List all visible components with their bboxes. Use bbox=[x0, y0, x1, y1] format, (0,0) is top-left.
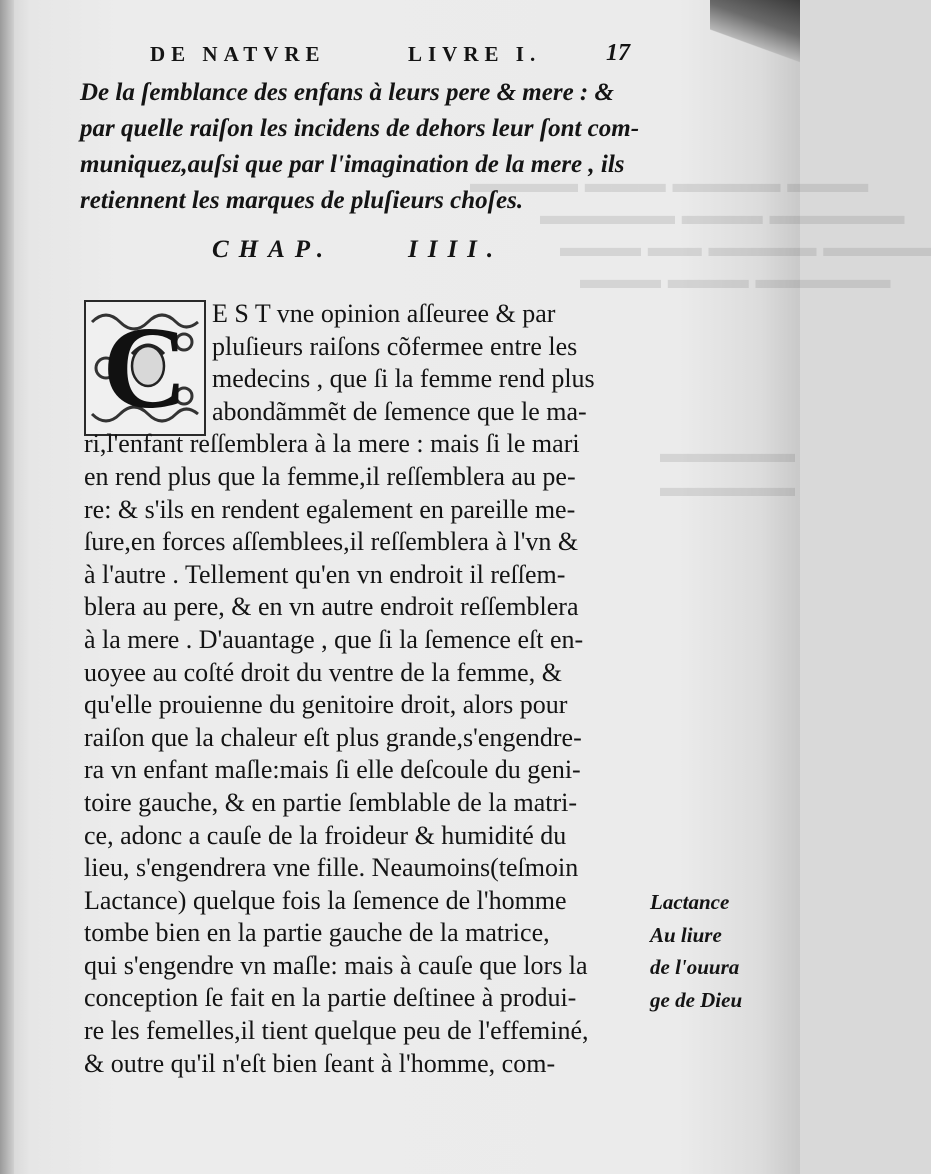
text-line: Lactance) quelque fois la ſemence de l'homme bbox=[84, 885, 567, 915]
summary-line: De la ſemblance des enfans à leurs pere & mere : & bbox=[80, 79, 614, 106]
torn-page-corner bbox=[710, 0, 800, 70]
text-line: E S T vne opinion aſſeuree & par bbox=[212, 299, 556, 328]
margin-note-line: Au liure bbox=[650, 922, 722, 947]
margin-note-line: Lactance bbox=[650, 890, 730, 914]
text-line: tombe bien en la partie gauche de la matrice, bbox=[84, 918, 550, 948]
chapter-number: IIII. bbox=[408, 236, 504, 263]
text-line: raiſon que la chaleur eſt plus grande,s'engendre- bbox=[84, 722, 582, 752]
summary-line: par quelle raiſon les incidens de dehors leur ſont com- bbox=[80, 115, 640, 142]
text-line: qu'elle prouienne du genitoire droit, alors pour bbox=[84, 690, 568, 720]
page-edge-shadow bbox=[0, 0, 14, 1174]
text-line: ri,l'enfant reſſemblera à la mere : mais ſi le mari bbox=[84, 429, 580, 459]
show-through-texture: ▬▬▬ ▬▬▬▬ ▬▬▬ ▬▬▬▬ ▬▬▬▬▬ ▬▬▬ ▬▬▬▬▬ ▬▬▬▬ ▬▬▬▬ ▬▬ ▬▬▬ ▬▬▬▬▬ ▬▬▬ ▬▬▬ ▬▬▬▬▬ ▬▬▬▬▬ bbox=[470, 168, 931, 502]
text-line: re les femelles,il tient quelque peu de l'effeminé, bbox=[84, 1016, 589, 1046]
summary-line: muniquez,auſsi que par l'imagination de la mere , ils bbox=[80, 151, 625, 178]
running-head-title: DE NATVRE bbox=[150, 42, 326, 66]
marginal-note bbox=[650, 886, 800, 1016]
summary-line: retiennent les marques de pluſieurs choſes. bbox=[80, 187, 524, 214]
text-line: en rend plus que la femme,il reſſemblera au pe- bbox=[84, 461, 576, 491]
text-line: toire gauche, & en partie ſemblable de la matri- bbox=[84, 787, 578, 817]
text-line: lieu, s'engendrera vne fille. Neaumoins(teſmoin bbox=[84, 853, 579, 883]
running-head-book: LIVRE I. bbox=[408, 42, 542, 66]
margin-note-line: de l'ouura bbox=[650, 955, 740, 979]
page-number: 17 bbox=[606, 40, 630, 66]
text-line: abondãmmẽt de ſemence que le ma- bbox=[212, 396, 587, 426]
text-line: uoyee au coſté droit du ventre de la femme, & bbox=[84, 657, 562, 687]
text-line: blera au pere, & en vn autre endroit reſſemblera bbox=[84, 592, 579, 622]
chapter-heading bbox=[212, 236, 504, 264]
text-line: ſure,en forces aſſemblees,il reſſemblera à l'vn & bbox=[84, 527, 579, 557]
text-line: ce, adonc a cauſe de la froideur & humidité du bbox=[84, 820, 567, 850]
margin-note-line: ge de Dieu bbox=[650, 987, 743, 1012]
chapter-label: CHAP. bbox=[212, 236, 334, 263]
text-line: conception ſe fait en la partie deſtinee à produi- bbox=[84, 983, 577, 1013]
text-line: à l'autre . Tellement qu'en vn endroit il reſſem- bbox=[84, 559, 566, 589]
chapter-summary bbox=[80, 75, 640, 219]
text-line: ra vn enfant maſle:mais ſi elle deſcoule du geni- bbox=[84, 755, 581, 785]
initial-letter: C bbox=[102, 302, 188, 433]
text-line: medecins , que ſi la femme rend plus bbox=[212, 364, 595, 394]
chapter-body bbox=[84, 298, 644, 1080]
text-line: qui s'engendre vn maſle: mais à cauſe que lors la bbox=[84, 950, 588, 980]
text-line: pluſieurs raiſons cõfermee entre les bbox=[212, 331, 578, 361]
text-line: & outre qu'il n'eſt bien ſeant à l'homme, com- bbox=[84, 1048, 556, 1078]
text-line: re: & s'ils en rendent egalement en pareille me- bbox=[84, 494, 576, 524]
text-line: à la mere . D'auantage , que ſi la ſemence eſt en- bbox=[84, 624, 584, 654]
